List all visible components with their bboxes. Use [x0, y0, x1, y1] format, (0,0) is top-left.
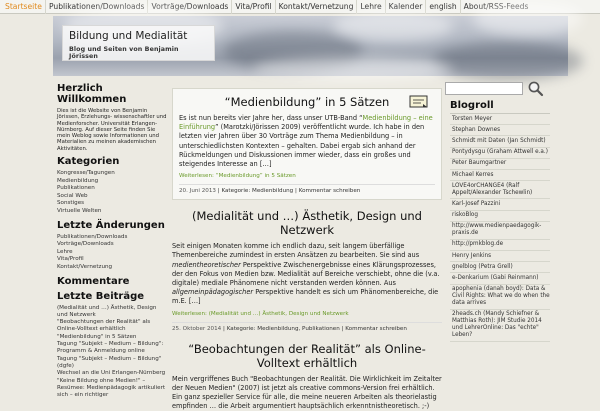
site-title[interactable]: Bildung und Medialität — [69, 30, 188, 42]
comments-heading: Kommentare — [57, 275, 130, 287]
nav-vita[interactable]: Vita/Profil — [232, 0, 275, 14]
blogroll-link[interactable]: e-Denkarium (Gabi Reinmann) — [450, 273, 550, 284]
category-label: Kategorie: — [221, 188, 251, 195]
post — [172, 342, 442, 411]
post-excerpt: Mein vergriffenes Buch "Beobachtungen der Realität. Die Wirklichkeit im Zeitalter der Neuen Medien" (2007) ist jetzt als creative commons-Version frei erhältlich. Ein ganz spezieller Service für alle, die meine neueren Arbeiten als theorielastig empfinden … die Arbeit argumentiert hauptsächlich erkenntnistheoretisch. ;-) — [172, 374, 442, 411]
post-title[interactable]: “Beobachtungen der Realität” als Online-Volltext erhältlich — [188, 341, 426, 370]
site-title-box — [62, 25, 215, 61]
nav-vortraege[interactable]: Vorträge/Downloads — [148, 0, 232, 14]
recent-posts-heading: Letzte Beiträge — [57, 290, 145, 302]
blogroll-link[interactable]: http://pmkblog.de — [450, 240, 550, 251]
read-more-link[interactable]: Weiterlesen: “Medienbildung” in 5 Sätzen — [179, 173, 296, 180]
left-sidebar — [57, 79, 167, 400]
post-category-link[interactable]: Medienbildung — [252, 188, 294, 195]
recent-post-link[interactable]: (Medialität und …) Ästhetik, Design und Netzwerk — [57, 304, 157, 318]
post-date: 20. Juni 2013 — [179, 188, 216, 195]
category-link[interactable]: Publikationen — [57, 185, 95, 192]
blogroll-link[interactable]: Henry Jenkins — [450, 251, 550, 262]
blogroll-link[interactable]: riskoBlog — [450, 211, 550, 222]
post — [172, 209, 442, 332]
excerpt-text: ” (Marotzki/Jörissen 2009) veröffentlicht wurde. Ich habe in den letzten vier Jahren über 30 Vorträge zum Thema Medienbildung – in unterschiedlichsten Kontexten – gehalten. Dabei ergab sich anhand der Rückmeldungen und Diskussionen immer wieder, dass ein großes und steigendes Interesse an […] — [179, 123, 425, 169]
blogroll-link[interactable]: apophenia (danah boyd): Data & Civil Rights: What we do when the data arrives — [450, 285, 550, 310]
right-sidebar — [450, 100, 550, 400]
blogroll-link[interactable]: Karl-Josef Pazzini — [450, 199, 550, 210]
nav-english[interactable]: english — [426, 0, 460, 14]
post-meta: 20. Juni 2013 | Kategorie: Medienbildung | Kommentar schreiben — [179, 184, 435, 195]
site-header — [53, 16, 568, 76]
category-link[interactable]: Kongresse/Tagungen — [57, 170, 115, 177]
welcome-heading: Herzlich Willkommen — [57, 83, 127, 105]
blogroll-link[interactable]: Peter Baumgartner — [450, 159, 550, 170]
recent-post-link[interactable]: "Keine Bildung ohne Medien!" – Resümee: Medienpädagogik artikuliert sich – ein richtiger — [57, 377, 166, 398]
changes-list — [57, 234, 167, 272]
blogroll-link[interactable]: gnelblog (Petra Grell) — [450, 262, 550, 273]
changed-page-link[interactable]: Vorträge/Downloads — [57, 241, 114, 248]
recent-post-link[interactable]: Tagung "Subjekt – Medium – Bildung" (dgfe) — [57, 355, 162, 369]
welcome-text: Dies ist die Website von Benjamin Jörissen, Erziehungs- wissenschaftler und Medienforscher. Universität Erlangen-Nürnberg. Auf dieser Seite finden Sie mein Weblog sowie Informationen und Materialien zu meinen akademischen Aktivitäten. — [57, 108, 167, 152]
category-link[interactable]: Sonstiges — [57, 200, 85, 207]
recent-posts-list — [57, 305, 167, 399]
nav-about-rss[interactable]: About/RSS-Feeds — [463, 1, 529, 11]
nav-kontakt[interactable]: Kontakt/Vernetzung — [276, 0, 358, 14]
read-more-link[interactable]: Weiterlesen: (Medialität und …) Ästhetik, Design und Netzwerk — [172, 310, 349, 317]
recent-post-link[interactable]: "Beobachtungen der Realität" als Online-Volltext erhältlich — [57, 319, 151, 333]
changes-heading: Letzte Änderungen — [57, 219, 165, 231]
category-link[interactable]: Medienbildung — [57, 177, 99, 184]
changed-page-link[interactable]: Vita/Profil — [57, 256, 84, 263]
main-content — [172, 80, 442, 411]
excerpt-emphasis: allgemeinpädagogischer — [172, 288, 254, 297]
recent-post-link[interactable]: Wechsel an die Uni Erlangen-Nürnberg — [57, 370, 166, 377]
category-link[interactable]: Virtuelle Welten — [57, 208, 102, 215]
pin-note-icon — [409, 95, 428, 108]
nav-startseite[interactable]: Startseite — [2, 0, 46, 14]
book-link[interactable]: Medienbildung – eine Einführung — [179, 114, 433, 132]
post-category-link[interactable]: Medienbildung, Publikationen — [257, 325, 340, 332]
changed-page-link[interactable]: Kontakt/Vernetzung — [57, 264, 113, 271]
excerpt-text: Es ist nun bereits vier Jahre her, dass unser UTB-Band “ — [179, 114, 363, 122]
blogroll-link[interactable]: Schmidt mit Daten (Jan Schmidt) — [450, 136, 550, 147]
excerpt-text: Perspektive handelt es sich um Phänomenbereiche, die m.E. […] — [172, 288, 439, 306]
site-description: Blog und Seiten von Benjamin Jörissen — [69, 46, 179, 60]
blogroll-list — [450, 113, 550, 342]
recent-post-link[interactable]: "Medienbildung" in 5 Sätzen — [57, 333, 137, 340]
categories-heading: Kategorien — [57, 156, 120, 168]
excerpt-text: Seit einigen Monaten komme ich endlich dazu, seit langem überfällige Themenbereiche zumindest in ersten Ansätzen zu bearbeiten. Sie sind aus — [172, 242, 420, 260]
blogroll-heading: Blogroll — [450, 100, 494, 111]
post-date: 25. Oktober 2014 — [172, 325, 222, 332]
nav-lehre[interactable]: Lehre — [357, 0, 385, 14]
post-excerpt — [172, 242, 442, 306]
excerpt-text: Perspektive Zwischenergebnisse eines Klärungsprozesses, der den Fokus von Medien bzw. Medialität auf Bereiche verschiebt, ohne die (v.a. digitale) mediale Phänomene nicht verstanden werden können. Aus — [172, 260, 440, 288]
search-input[interactable] — [445, 82, 523, 95]
changed-page-link[interactable]: Publikationen/Downloads — [57, 233, 128, 240]
category-link[interactable]: Social Web — [57, 192, 88, 199]
categories-list — [57, 170, 167, 216]
excerpt-emphasis: medientheoretischer — [172, 260, 241, 269]
post-title[interactable]: “Medienbildung” in 5 Sätzen — [224, 95, 390, 109]
comment-link[interactable]: Kommentar schreiben — [345, 325, 407, 332]
blogroll-link[interactable]: Michael Kerres — [450, 170, 550, 181]
nav-publikationen[interactable]: Publikationen/Downloads — [46, 0, 149, 14]
post-excerpt — [179, 114, 435, 169]
blogroll-link[interactable]: Stephan Downes — [450, 125, 550, 136]
post-meta: 25. Oktober 2014 | Kategorie: Medienbildung, Publikationen | Kommentar schreiben — [172, 322, 442, 333]
blogroll-link[interactable]: LOVE4orCHANGE4 (Ralf Appelt/Alexander Tschewlin) — [450, 181, 550, 199]
recent-post-link[interactable]: Tagung "Subjekt – Medium – Bildung": Programm & Anmeldung online — [57, 341, 164, 355]
post-title[interactable]: (Medialität und …) Ästhetik, Design und Netzwerk — [192, 209, 422, 238]
comment-link[interactable]: Kommentar schreiben — [298, 188, 361, 195]
changed-page-link[interactable]: Lehre — [57, 248, 73, 255]
blogroll-link[interactable]: 2heads.ch (Mandy Schiefner & Matthias Roth): JIM Studie 2014 und LehrerOnline: Das "echte" Leben? — [450, 310, 550, 342]
blogroll-link[interactable]: http://www.medienpaedagogik-praxis.de — [450, 222, 550, 240]
search-icon[interactable] — [527, 80, 544, 97]
blogroll-link[interactable]: Torsten Meyer — [450, 114, 550, 125]
category-label: Kategorie: — [226, 325, 256, 332]
blogroll-link[interactable]: Pontydysgu (Graham Attwell e.a.) — [450, 148, 550, 159]
nav-kalender[interactable]: Kalender — [386, 0, 427, 14]
sticky-post — [172, 88, 442, 200]
